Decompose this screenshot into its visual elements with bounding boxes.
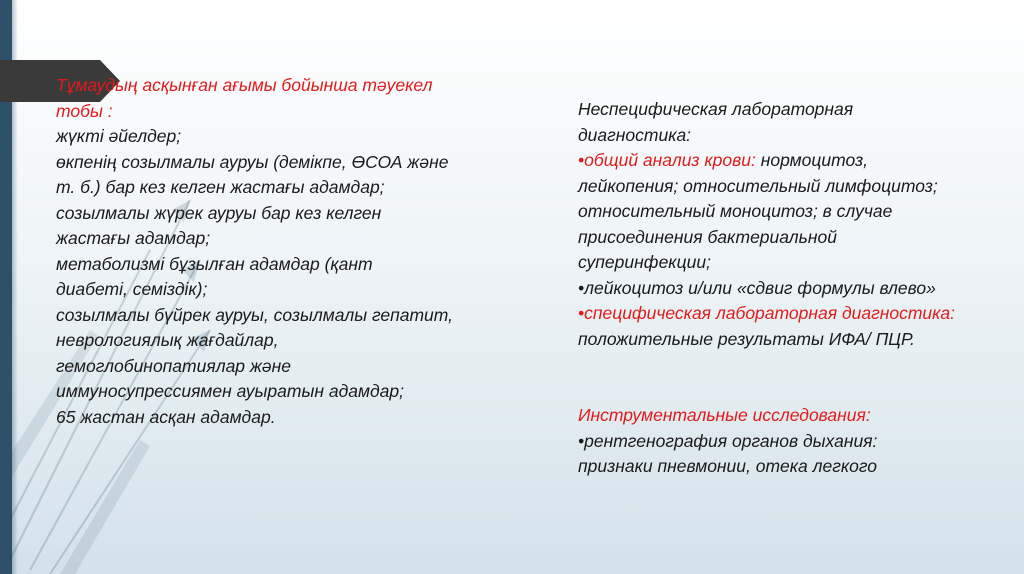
instrumental-title: Инструментальные исследования:: [578, 405, 871, 425]
lab-diagnostics-title-line2: диагностика:: [578, 124, 692, 145]
risk-group-item: диабеті, семіздік);: [56, 279, 208, 299]
cbc-text-line: лейкопения; относительный лимфоцитоз;: [578, 175, 938, 196]
lab-diagnostics-title-line1: Неспецифическая лабораторная: [578, 99, 854, 119]
risk-group-item: метаболизмі бұзылған адамдар (қант: [56, 253, 373, 274]
risk-group-item: созылмалы жүрек ауруы бар кез келген: [56, 202, 382, 223]
leukocytosis-item: •лейкоцитоз и/или «сдвиг формулы влево»: [578, 277, 936, 298]
risk-group-item: жүкті әйелдер;: [56, 126, 182, 146]
diagnostics-column: [578, 97, 1018, 480]
cbc-text-line: суперинфекции;: [578, 252, 711, 272]
risk-group-item: созылмалы бүйрек ауруы, созылмалы гепатит,: [56, 304, 454, 325]
risk-group-item: т. б.) бар кез келген жастағы адамдар;: [56, 177, 385, 197]
cbc-text-line: относительный моноцитоз; в случае: [578, 201, 893, 221]
risk-group-item: 65 жастан асқан адамдар.: [56, 406, 276, 427]
risk-group-item: иммуносупрессиямен ауыратын адамдар;: [56, 381, 404, 401]
risk-group-heading-line2: тобы :: [56, 100, 113, 121]
cbc-text: нормоцитоз,: [755, 150, 869, 170]
instrumental-item: признаки пневмонии, отека легкого: [578, 456, 878, 476]
risk-group-item: жастағы адамдар;: [56, 228, 211, 248]
specific-diagnostics-text: положительные результаты ИФА/ ПЦР.: [578, 328, 915, 349]
risk-group-heading-line1: Тұмаудың асқынған ағымы бойынша тәуекел: [56, 75, 433, 95]
cbc-label: •общий анализ крови:: [578, 150, 756, 170]
risk-group-item: өкпенің созылмалы ауруы (демікпе, ӨСОА және: [56, 151, 449, 172]
specific-diagnostics-label: •специфическая лабораторная диагностика:: [578, 303, 955, 323]
cbc-item: [578, 148, 1018, 174]
cbc-text-line: присоединения бактериальной: [578, 226, 837, 247]
risk-group-column: [56, 73, 526, 430]
instrumental-item: •рентгенография органов дыхания:: [578, 430, 878, 451]
risk-group-item: неврологиялық жағдайлар,: [56, 330, 279, 350]
risk-group-item: гемоглобинопатиялар және: [56, 355, 292, 376]
